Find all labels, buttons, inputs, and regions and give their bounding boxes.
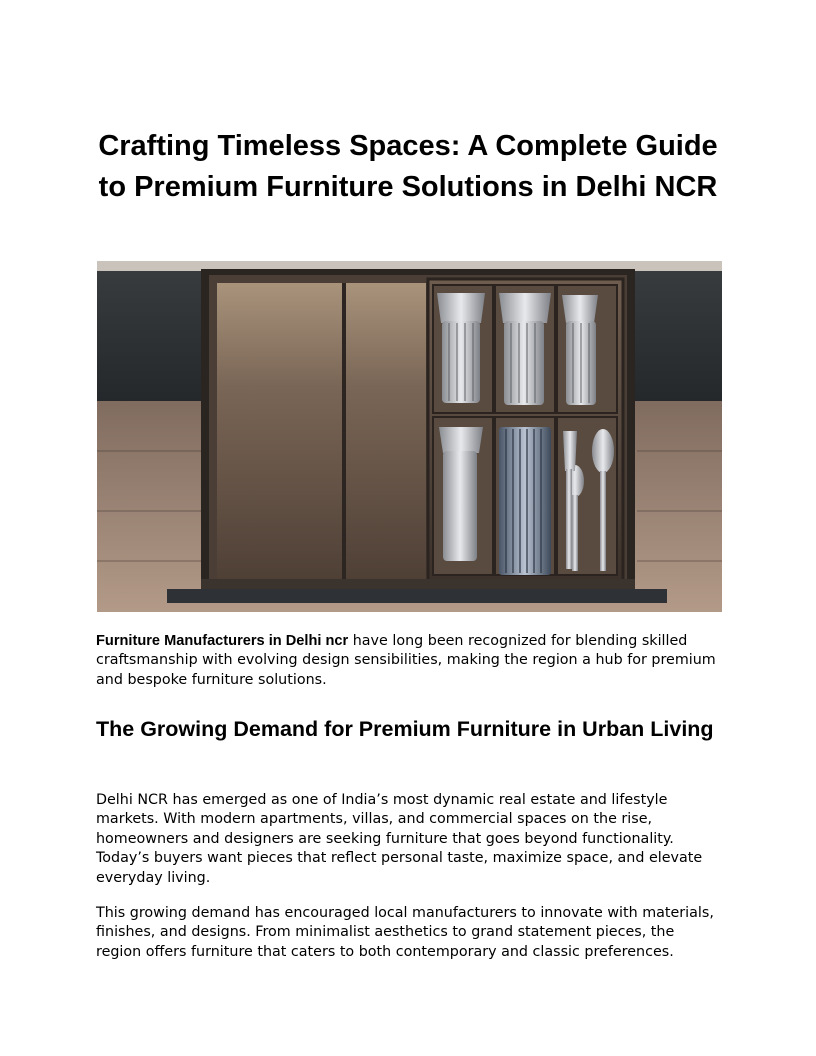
- intro-rest: have long been recognized for blending skilled craftsmanship with evolving design sensibilities, making the region a hub for premium and bespoke furniture solutions.: [96, 633, 716, 688]
- section-paragraph-2: This growing demand has encouraged local manufacturers to innovate with materials, finishes, and designs. From minimalist aesthetics to grand statement pieces, the region offers furniture that caters to both contemporary and classic preferences.: [96, 905, 714, 960]
- hero-image: [97, 261, 722, 612]
- section-heading: The Growing Demand for Premium Furniture in Urban Living: [96, 717, 714, 741]
- page-title: Crafting Timeless Spaces: A Complete Guide to Premium Furniture Solutions in Delhi NCR: [98, 130, 718, 203]
- intro-lead: Furniture Manufacturers in Delhi ncr: [96, 633, 349, 649]
- section-paragraph-1: Delhi NCR has emerged as one of India’s most dynamic real estate and lifestyle markets. With modern apartments, villas, and commercial spaces on the rise, homeowners and designers are seeking furniture that goes beyond functionality. Today’s buyers want pieces that reflect personal taste, maximize space, and elevate everyday living.: [96, 792, 703, 886]
- intro-paragraph: [96, 632, 720, 690]
